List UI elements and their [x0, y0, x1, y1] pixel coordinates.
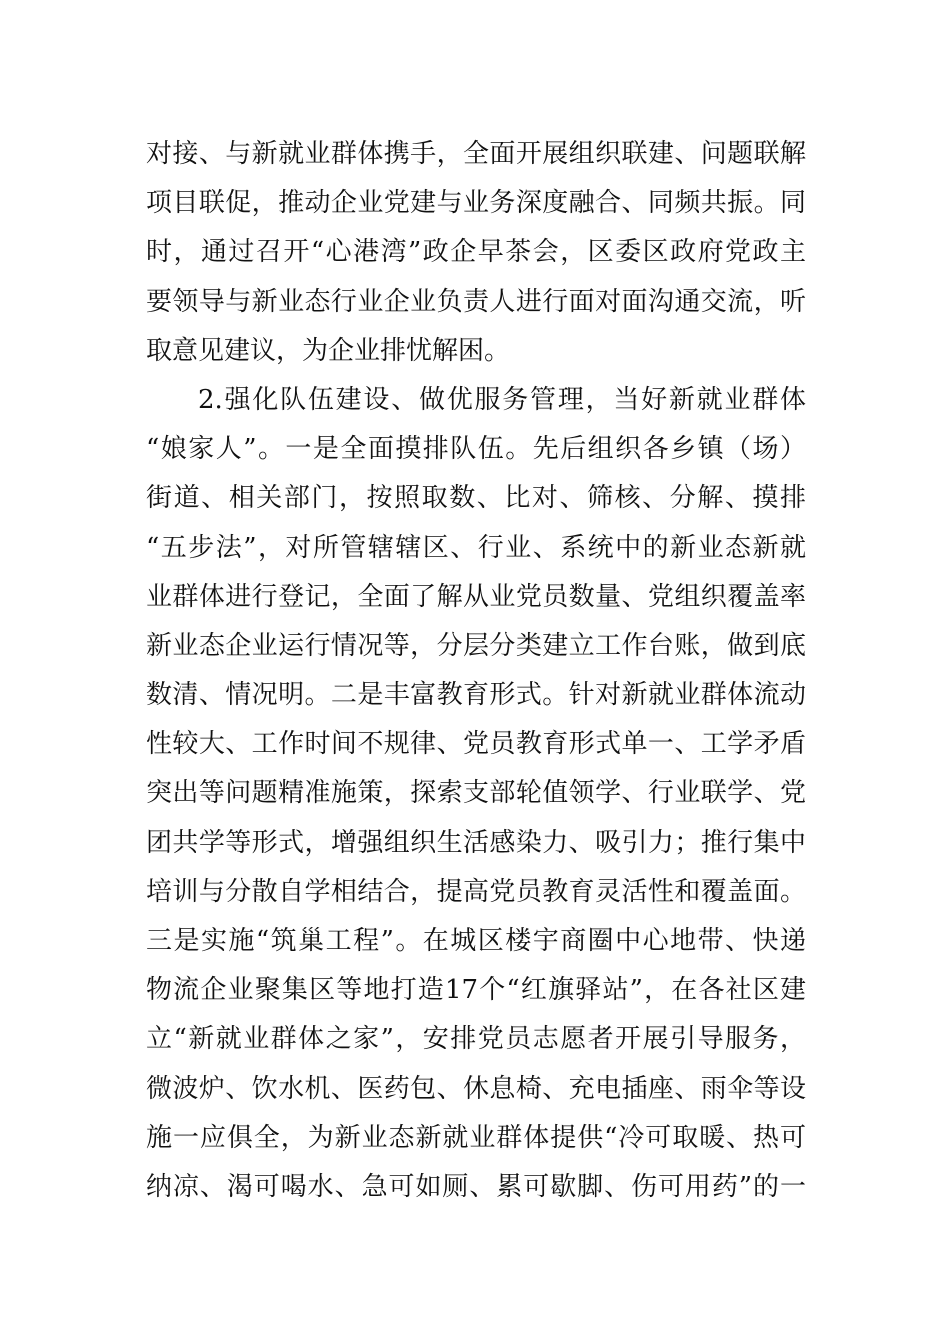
body-text — [146, 130, 806, 1212]
text-line: 培训与分散自学相结合，提高党员教育灵活性和覆盖面。 — [146, 876, 806, 907]
text-line: 对接、与新就业群体携手，全面开展组织联建、问题联解 — [146, 139, 806, 169]
text-line: 施一应俱全，为新业态新就业群体提供“冷可取暖、热可 — [146, 1122, 806, 1153]
text-line: 突出等问题精准施策，探索支部轮值领学、行业联学、党 — [146, 778, 806, 809]
text-line: “娘家人”。一是全面摸排队伍。先后组织各乡镇（场） — [146, 434, 806, 465]
text-line: 团共学等形式，增强组织生活感染力、吸引力；推行集中 — [146, 827, 806, 858]
text-line: 三是实施“筑巢工程”。在城区楼宇商圈中心地带、快递 — [146, 926, 806, 956]
text-line: 街道、相关部门，按照取数、比对、筛核、分解、摸排 — [146, 483, 806, 514]
text-line: 新业态企业运行情况等，分层分类建立工作台账，做到底 — [146, 630, 806, 661]
text-line: “五步法”，对所管辖辖区、行业、系统中的新业态新就 — [146, 532, 806, 563]
text-line: 项目联促，推动企业党建与业务深度融合、同频共振。同 — [146, 188, 806, 219]
text-line: 业群体进行登记，全面了解从业党员数量、党组织覆盖率 — [146, 581, 806, 612]
text-line: 纳凉、渴可喝水、急可如厕、累可歇脚、伤可用药”的一 — [146, 1171, 806, 1202]
section-heading-line: 2.强化队伍建设、做优服务管理，当好新就业群体 — [198, 384, 806, 415]
text-line: 物流企业聚集区等地打造17个“红旗驿站”，在各社区建 — [146, 975, 806, 1006]
text-line: 微波炉、饮水机、医药包、休息椅、充电插座、雨伞等设 — [146, 1073, 806, 1104]
text-line: 立“新就业群体之家”，安排党员志愿者开展引导服务， — [146, 1024, 806, 1055]
text-line: 性较大、工作时间不规律、党员教育形式单一、工学矛盾 — [146, 729, 806, 760]
text-line: 数清、情况明。二是丰富教育形式。针对新就业群体流动 — [146, 680, 806, 711]
text-line: 时，通过召开“心港湾”政企早茶会，区委区政府党政主 — [146, 237, 806, 268]
text-line: 要领导与新业态行业企业负责人进行面对面沟通交流，听 — [146, 286, 806, 317]
text-line: 取意见建议，为企业排忧解困。 — [146, 335, 511, 366]
